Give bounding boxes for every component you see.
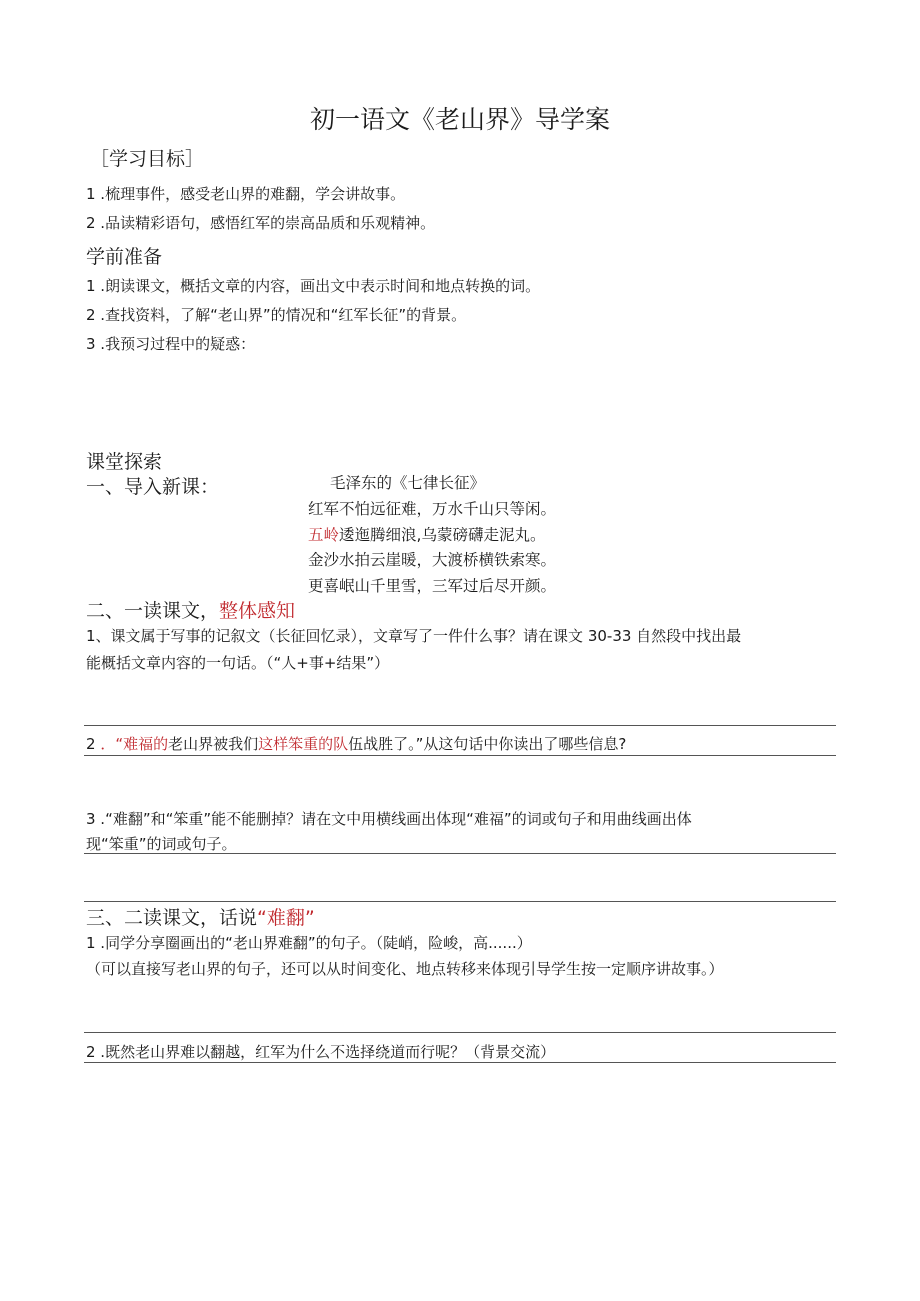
section3-label-red: “难翻”: [257, 907, 315, 929]
poem-title: 毛泽东的《七律长征》: [330, 474, 486, 492]
section2-q3-line1: 3 .“难翻”和“笨重”能不能删掉？请在文中用横线画出体现“难福”的词或句子和用曲线画出体: [86, 810, 692, 828]
section2-q1-line1: 1、课文属于写事的记叙文（长征回忆录），文章写了一件什么事？请在课文 30-33 自然段中找出最: [86, 627, 742, 645]
section2-q3-line2: 现“笨重”的词或句子。: [86, 835, 237, 853]
objective-item-2: 2 .品读精彩语句，感悟红军的崇高品质和乐观精神。: [86, 214, 436, 232]
section2-q2-red1: ．“难福的: [100, 735, 169, 753]
section2-q2: [86, 733, 626, 754]
prep-heading: 学前准备: [86, 246, 163, 268]
section3-label: [86, 903, 315, 930]
section3-label-plain: 三、二读课文，话说: [86, 907, 258, 929]
answer-line: [84, 1062, 836, 1063]
answer-line: [84, 1032, 836, 1033]
section3-q1-note: （可以直接写老山界的句子，还可以从时间变化、地点转移来体现引导学生按一定顺序讲故事。）: [86, 960, 724, 978]
answer-line: [84, 725, 836, 726]
poem-line-2-red: 五岭: [308, 526, 340, 544]
poem-line-2-rest: 逶迤腾细浪,乌蒙磅礴走泥丸。: [339, 526, 546, 544]
poem-line-3: 金沙水拍云崖暖，大渡桥横铁索寒。: [308, 551, 557, 569]
answer-line: [84, 755, 836, 756]
section2-label-plain: 二、一读课文，: [86, 600, 220, 622]
section1-label: 一、导入新课：: [86, 476, 220, 498]
section2-q2-plain1: 老山界被我们: [168, 735, 259, 753]
objective-item-1: 1 .梳理事件，感受老山界的难翻，学会讲故事。: [86, 185, 406, 203]
prep-item-2: 2 .查找资料，了解“老山界”的情况和“红军长征”的背景。: [86, 306, 467, 324]
objectives-heading: ［学习目标］: [90, 148, 205, 170]
prep-item-1: 1 .朗读课文，概括文章的内容，画出文中表示时间和地点转换的词。: [86, 277, 541, 295]
section2-q2-num: 2: [86, 735, 96, 753]
section2-label-red: 整体感知: [219, 600, 296, 622]
poem-line-1: 红军不怕远征难，万水千山只等闲。: [308, 500, 557, 518]
section2-q2-red2: 这样笨重的队: [258, 735, 349, 753]
poem-line-2: [308, 523, 545, 545]
page-title: 初一语文《老山界》导学案: [309, 105, 610, 134]
section2-q1-line2: 能概括文章内容的一句话。（“人+事+结果”）: [86, 654, 390, 672]
section2-label: [86, 596, 295, 623]
poem-line-4: 更喜岷山千里雪，三军过后尽开颜。: [308, 577, 557, 595]
answer-line: [84, 901, 836, 902]
answer-line: [84, 853, 836, 854]
explore-heading: 课堂探索: [86, 451, 163, 473]
prep-item-3: 3 .我预习过程中的疑惑：: [86, 335, 256, 353]
section2-q2-plain2: 伍战胜了。”从这句话中你读出了哪些信息?: [348, 735, 627, 753]
section3-q2: 2 .既然老山界难以翻越，红军为什么不选择绕道而行呢？（背景交流）: [86, 1043, 556, 1061]
section3-q1: 1 .同学分享圈画出的“老山界难翻”的句子。（陡峭，险峻，高......）: [86, 934, 532, 952]
